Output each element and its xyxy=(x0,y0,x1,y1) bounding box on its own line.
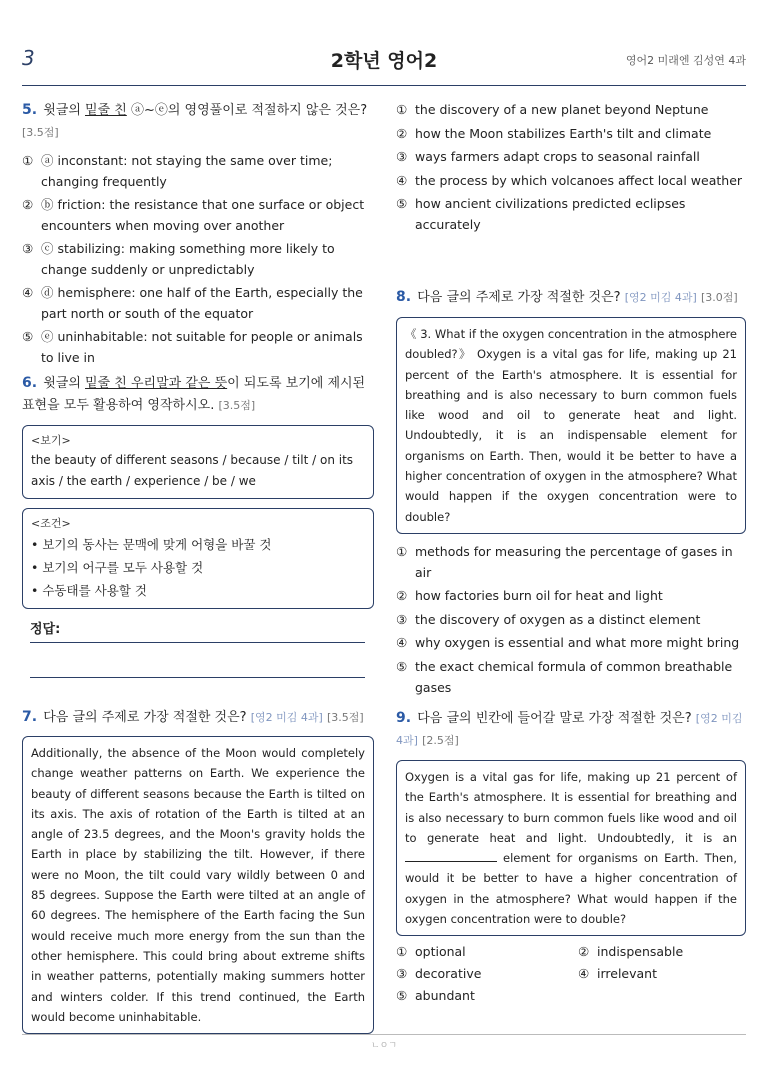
footer-divider xyxy=(22,1034,746,1035)
option-text: the discovery of oxygen as a distinct element xyxy=(415,611,701,627)
passage-text: Additionally, the absence of the Moon would completely change weather patterns on Earth. We experience the beauty of different seasons because the Earth is tilted on its axis. The axis of rotation of the Earth is tilted at an angle of 23.5 degrees, and the Moon's gravity holds the Earth in place by stabilizing the tilt. However, if there were no Moon, the tilt could vary wildly between 0 and 85 degrees. Suppose the Earth were tilted at an angle of 60 degrees. The hemisphere of the Earth facing the Sun would receive much more energy from the sun than the other hemisphere. This could bring about extreme shifts in weather patterns, potentially making summers hotter and winters colder. If this trend continued, the Earth would become uninhabitable. xyxy=(31,746,365,1024)
option-5[interactable] xyxy=(396,985,578,1006)
prompt-text: 다음 글의 주제로 가장 적절한 것은? xyxy=(43,710,247,725)
option-mark: ③ xyxy=(396,149,408,164)
option-text: ⓐ inconstant: not staying the same over time; changing frequently xyxy=(41,153,333,189)
option-3[interactable] xyxy=(396,146,748,167)
page-header xyxy=(22,46,746,86)
option-mark: ⑤ xyxy=(22,329,34,344)
option-mark: ⑤ xyxy=(396,988,408,1004)
question-8 xyxy=(396,286,746,698)
option-mark: ① xyxy=(396,944,408,960)
page-title: 2학년 영어2 xyxy=(330,50,438,72)
question-number: 8. xyxy=(396,289,412,305)
option-mark: ⑤ xyxy=(396,196,408,211)
prompt-text: 윗글의 xyxy=(43,103,86,118)
option-text: ways farmers adapt crops to seasonal rainfall xyxy=(415,149,700,164)
blank-line[interactable] xyxy=(405,850,497,862)
points-label: [2.5점] xyxy=(422,734,459,747)
prompt-text: 이 되도록 보기에 제시된 표현을 모두 활용하여 영작하시오. xyxy=(22,376,366,413)
condition-item: • 보기의 동사는 문맥에 맞게 어형을 바꿀 것 xyxy=(31,537,272,552)
prompt-text: 다음 글의 주제로 가장 적절한 것은? xyxy=(417,290,621,305)
option-2[interactable] xyxy=(396,585,746,606)
option-mark: ② xyxy=(22,197,34,212)
option-text: how ancient civilizations predicted eclipses accurately xyxy=(415,196,686,232)
option-text: indispensable xyxy=(597,944,684,960)
question-number: 9. xyxy=(396,710,412,726)
source-label: [영2 미김 4과] xyxy=(396,712,743,747)
option-4[interactable] xyxy=(578,963,746,984)
question-number: 5. xyxy=(22,102,38,118)
option-mark: ④ xyxy=(22,285,34,300)
conditions-box xyxy=(22,508,374,609)
bogi-label: <보기> xyxy=(31,434,71,447)
option-text: decorative xyxy=(415,966,482,982)
footer-text: ㄴㅇㄱ xyxy=(370,1041,398,1051)
option-1[interactable] xyxy=(396,99,748,120)
answer-line[interactable] xyxy=(30,677,365,678)
option-1[interactable] xyxy=(22,150,372,192)
points-label: [3.5점] xyxy=(22,126,59,139)
question-7-prompt xyxy=(22,706,374,729)
option-text: how factories burn oil for heat and light xyxy=(415,588,663,604)
option-1[interactable] xyxy=(396,941,578,962)
prompt-text: 윗글의 xyxy=(43,376,86,391)
option-text: abundant xyxy=(415,988,475,1004)
option-mark: ① xyxy=(396,543,408,559)
page-subtitle: 영어2 미래엔 김성연 4과 xyxy=(625,54,746,67)
option-mark: ③ xyxy=(396,966,408,982)
question-number: 6. xyxy=(22,375,38,391)
option-mark: ② xyxy=(396,125,408,141)
passage-text: 《 3. What if the oxygen concentration in the atmosphere doubled?》 Oxygen is a vital gas for life, making up 21 percent of the Earth's atmosphere. It is essential for breathing and is also necessary to burn common fuels like wood and oil to generate heat and light. Undoubtedly, it is an indispensable element for organisms on Earth. Then, would it be better to have a higher concentration of oxygen in the atmosphere? What would happen if the oxygen concentration were to double? xyxy=(405,327,737,524)
option-3[interactable] xyxy=(22,238,372,280)
conditions-label: <조건> xyxy=(31,517,71,530)
option-text: ⓔ uninhabitable: not suitable for people or animals to live in xyxy=(41,329,363,365)
option-text: methods for measuring the percentage of gases in air xyxy=(415,543,733,580)
option-mark: ④ xyxy=(578,966,590,982)
option-3[interactable] xyxy=(396,963,578,984)
option-mark: ③ xyxy=(22,241,34,256)
points-label: [3.5점] xyxy=(218,399,256,412)
option-text: optional xyxy=(415,944,466,960)
question-number: 7. xyxy=(22,709,38,725)
bogi-box xyxy=(22,425,374,499)
bogi-text: the beauty of different seasons / because / tilt / on its axis / the earth / experience / be / we xyxy=(31,453,354,488)
header-divider xyxy=(22,85,746,86)
option-text: ⓑ friction: the resistance that one surface or object encounters when moving over another xyxy=(41,197,365,233)
option-2[interactable] xyxy=(578,941,746,962)
condition-item: • 수동태를 사용할 것 xyxy=(31,583,147,598)
option-4[interactable] xyxy=(396,632,746,653)
question-9-prompt xyxy=(396,707,746,752)
option-1[interactable] xyxy=(396,541,746,583)
option-4[interactable] xyxy=(396,170,748,191)
points-label: [3.0점] xyxy=(700,291,738,304)
option-5[interactable] xyxy=(22,326,372,368)
option-mark: ④ xyxy=(396,172,408,188)
option-text: how the Moon stabilizes Earth's tilt and climate xyxy=(415,125,712,141)
question-9 xyxy=(396,707,746,1006)
option-5[interactable] xyxy=(396,193,748,235)
option-mark: ④ xyxy=(396,635,408,651)
question-7-options xyxy=(396,99,748,235)
option-3[interactable] xyxy=(396,609,746,630)
answer-line[interactable] xyxy=(30,642,365,643)
option-mark: ① xyxy=(22,153,34,168)
option-mark: ② xyxy=(396,588,408,604)
passage-text: element for organisms on Earth. Then, would it be better to have a higher concentration of oxygen in the atmosphere? What would happen if the oxygen concentration were to double? xyxy=(405,851,738,927)
option-text: the discovery of a new planet beyond Neptune xyxy=(415,102,709,117)
passage-box xyxy=(396,317,746,534)
option-4[interactable] xyxy=(22,282,372,324)
option-5[interactable] xyxy=(396,656,746,698)
points-label: [3.5점] xyxy=(326,711,364,724)
source-label: [영2 미김 4과] xyxy=(624,291,697,304)
passage-box xyxy=(396,760,746,936)
question-8-prompt xyxy=(396,286,746,309)
condition-item: • 보기의 어구를 모두 사용할 것 xyxy=(31,560,204,575)
answer-label: 정답: xyxy=(30,622,61,637)
question-5-prompt xyxy=(22,99,372,144)
question-6-prompt xyxy=(22,372,374,417)
option-mark: ⑤ xyxy=(396,658,408,674)
prompt-underlined: 밑줄 친 xyxy=(85,103,127,118)
option-text: why oxygen is essential and what more might bring xyxy=(415,635,740,651)
option-2[interactable] xyxy=(396,123,748,144)
passage-box xyxy=(22,736,374,1034)
option-mark: ② xyxy=(578,944,590,960)
option-2[interactable] xyxy=(22,194,372,236)
prompt-underlined: 밑줄 친 우리말과 같은 뜻 xyxy=(85,376,228,391)
option-text: ⓒ stabilizing: making something more likely to change suddenly or unpredictably xyxy=(41,241,335,277)
option-mark: ③ xyxy=(396,611,408,627)
option-text: irrelevant xyxy=(597,966,657,982)
prompt-text: ⓐ~ⓔ의 영영풀이로 적절하지 않은 것은? xyxy=(126,103,368,118)
option-mark: ① xyxy=(396,102,408,117)
prompt-text: 다음 글의 빈칸에 들어갈 말로 가장 적절한 것은? xyxy=(417,711,692,726)
question-6 xyxy=(22,372,374,640)
option-text: the process by which volcanoes affect local weather xyxy=(415,172,743,188)
passage-text: Oxygen is a vital gas for life, making up 21 percent of the Earth's atmosphere. It is essential for breathing and is also necessary to burn common fuels like wood and oil to generate heat and light. Undoubtedly, it is an xyxy=(405,770,737,845)
source-label: [영2 미김 4과] xyxy=(250,711,323,724)
option-text: ⓓ hemisphere: one half of the Earth, especially the part north or south of the equator xyxy=(41,285,363,321)
question-5 xyxy=(22,99,372,368)
question-7 xyxy=(22,706,374,1034)
option-text: the exact chemical formula of common breathable gases xyxy=(415,658,733,695)
page-number: 3 xyxy=(22,46,35,70)
